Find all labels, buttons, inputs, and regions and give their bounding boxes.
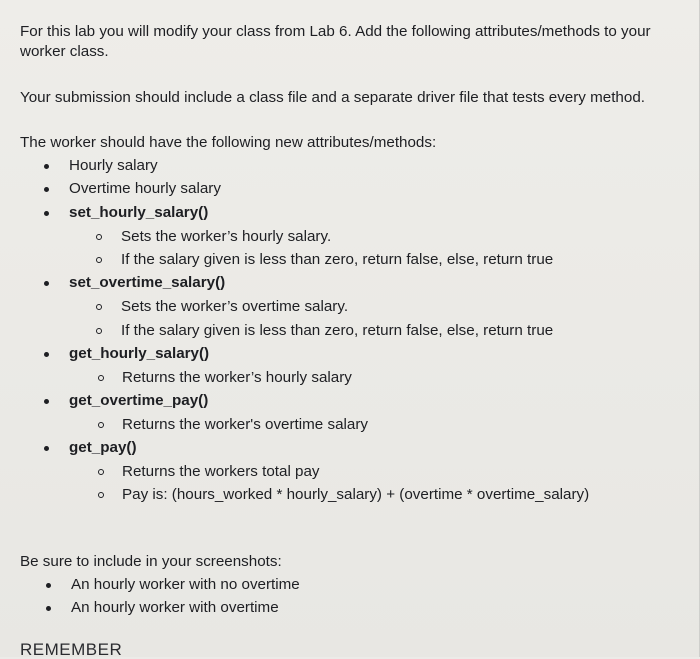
sub-bullet-icon xyxy=(98,469,104,475)
remember-heading: REMEMBER xyxy=(20,640,123,659)
sub-bullet-icon xyxy=(96,328,102,334)
bullet-icon xyxy=(44,211,49,216)
list-item: An hourly worker with no overtime xyxy=(71,576,300,593)
list-item: An hourly worker with overtime xyxy=(71,599,279,616)
list-item: get_pay() xyxy=(69,439,137,456)
sub-bullet-icon xyxy=(98,422,104,428)
sub-list-item: Sets the worker’s overtime salary. xyxy=(121,298,349,315)
sub-list-item: If the salary given is less than zero, return false, else, return true xyxy=(121,322,554,339)
list-item: get_hourly_salary() xyxy=(69,345,210,362)
submission-text: Your submission should include a class file and a separate driver file that tests every method. xyxy=(20,89,645,106)
sub-bullet-icon xyxy=(96,257,102,263)
bullet-icon xyxy=(46,583,51,588)
sub-list-item: Returns the workers total pay xyxy=(122,463,320,480)
sub-list-item: Returns the worker’s hourly salary xyxy=(122,369,352,386)
sub-list-item: If the salary given is less than zero, return false, else, return true xyxy=(121,251,554,268)
intro-line-2: worker class. xyxy=(20,43,109,60)
sub-bullet-icon xyxy=(98,375,104,381)
sub-bullet-icon xyxy=(98,492,104,498)
section-heading: The worker should have the following new attributes/methods: xyxy=(20,134,437,151)
screenshots-heading: Be sure to include in your screenshots: xyxy=(20,553,282,570)
sub-bullet-icon xyxy=(96,304,102,310)
bullet-icon xyxy=(44,281,49,286)
list-item: get_overtime_pay() xyxy=(69,392,209,409)
bullet-icon xyxy=(44,446,49,451)
bullet-icon xyxy=(46,606,51,611)
bullet-icon xyxy=(44,399,49,404)
bullet-icon xyxy=(44,352,49,357)
list-item: Hourly salary xyxy=(69,157,158,174)
sub-list-item: Returns the worker's overtime salary xyxy=(122,416,368,433)
list-item: set_hourly_salary() xyxy=(69,204,209,221)
sub-bullet-icon xyxy=(96,234,102,240)
intro-line-1: For this lab you will modify your class from Lab 6. Add the following attributes/methods to your xyxy=(20,23,651,40)
list-item: Overtime hourly salary xyxy=(69,180,221,197)
bullet-icon xyxy=(44,164,49,169)
bullet-icon xyxy=(44,187,49,192)
sub-list-item: Pay is: (hours_worked * hourly_salary) + (overtime * overtime_salary) xyxy=(122,486,590,503)
list-item: set_overtime_salary() xyxy=(69,274,226,291)
sub-list-item: Sets the worker’s hourly salary. xyxy=(121,228,332,245)
